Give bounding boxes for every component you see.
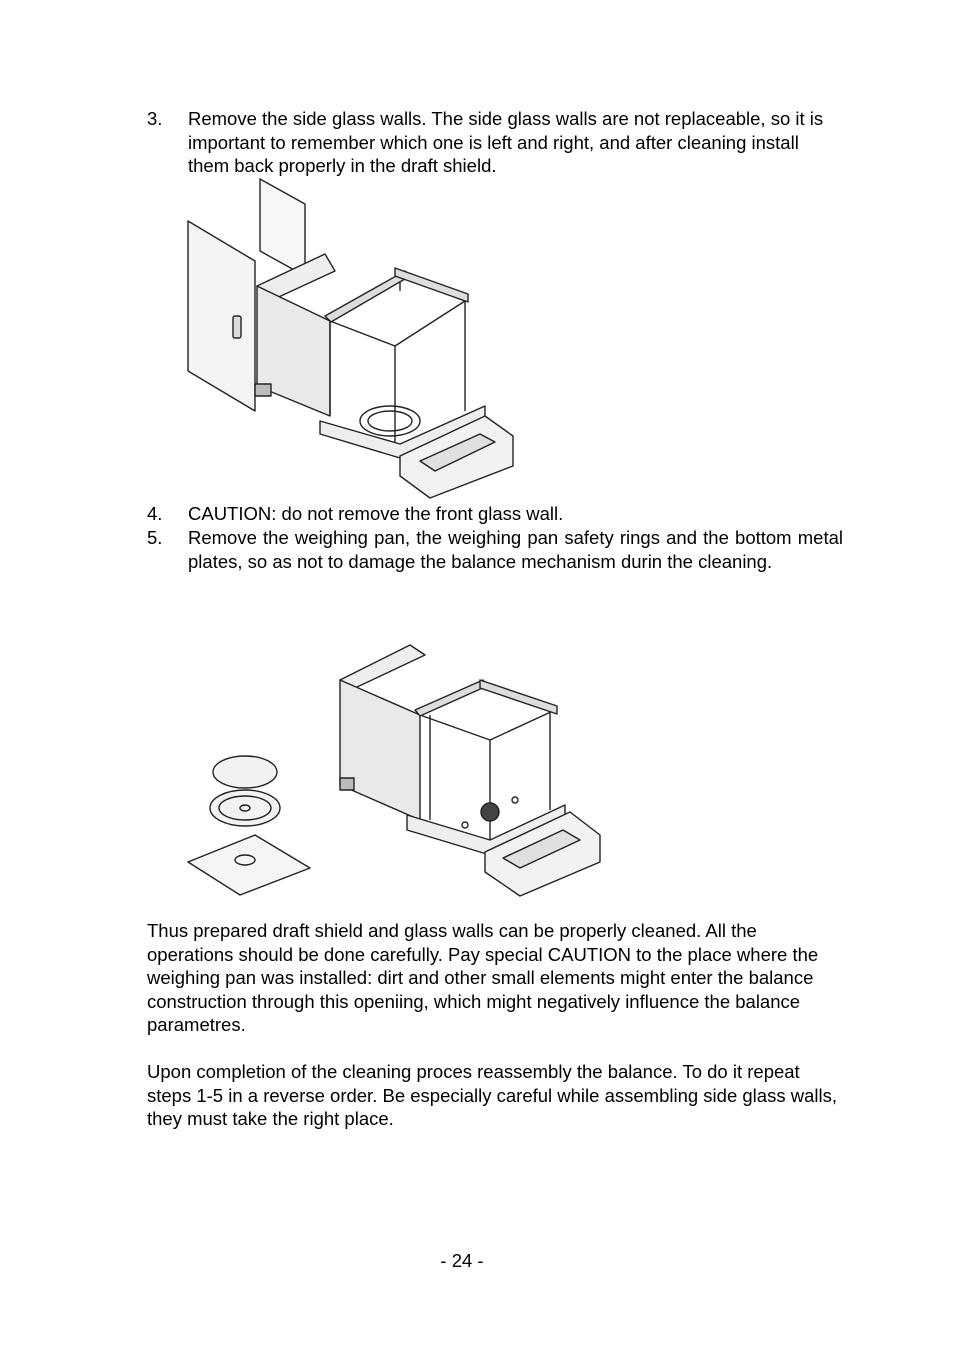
body-paragraph: Thus prepared draft shield and glass walls can be properly cleaned. All the operations should be done carefully. Pay special CAUTION to the place where the weighing pan was installed: dirt and other small elements might enter the balance construction through this openiing, which might negatively influence the balance parametres. bbox=[147, 920, 819, 1035]
step-number: 5. bbox=[147, 527, 163, 548]
step-text: Remove the weighing pan, the weighing pan safety rings and the bottom metal plates, so as not to damage the balance mechanism durin the cleaning. bbox=[188, 527, 843, 572]
step-text: CAUTION: do not remove the front glass wall. bbox=[188, 503, 564, 524]
step-text: Remove the side glass walls. The side glass walls are not replaceable, so it is important to remember which one is left and right, and after cleaning install them back properly in the draft shield. bbox=[188, 108, 824, 176]
page-number: - 24 - bbox=[440, 1250, 484, 1271]
balance-pan-removed-illustration bbox=[185, 640, 605, 898]
balance-side-walls-removed-illustration bbox=[185, 176, 520, 504]
step-number: 3. bbox=[147, 108, 163, 129]
step-number: 4. bbox=[147, 503, 163, 524]
body-paragraph: Upon completion of the cleaning proces reassembly the balance. To do it repeat steps 1-5 in a reverse order. Be especially careful while assembling side glass walls, they must take the right place. bbox=[147, 1061, 837, 1129]
